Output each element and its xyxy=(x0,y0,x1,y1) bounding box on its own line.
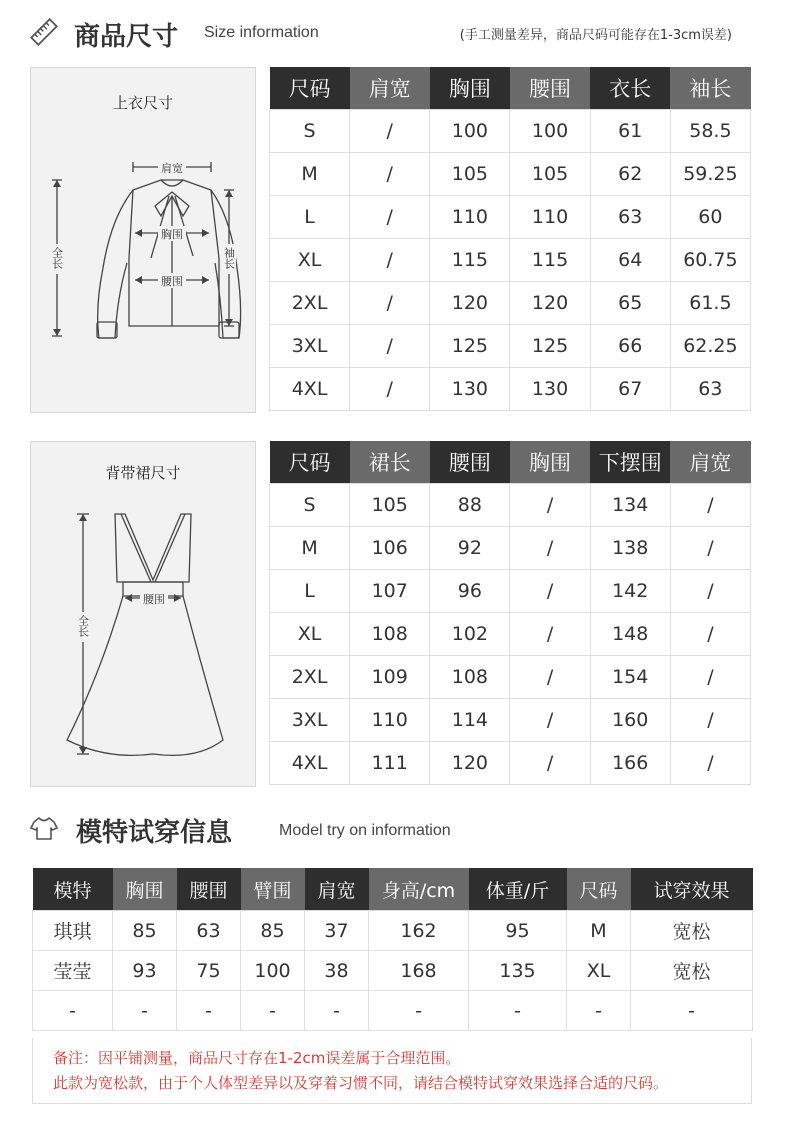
table-cell: 4XL xyxy=(270,368,350,411)
table-cell: / xyxy=(350,282,430,325)
table-header-row xyxy=(33,868,753,911)
section-subtitle: Model try on information xyxy=(279,822,451,839)
table-cell: XL xyxy=(567,951,631,991)
table-cell: 168 xyxy=(369,951,469,991)
table-cell: 105 xyxy=(350,484,430,527)
table-cell: S xyxy=(270,110,350,153)
table-cell: 110 xyxy=(350,699,430,742)
measurement-note: (手工测量差异，商品尺码可能存在1-3cm误差) xyxy=(459,28,732,43)
table-cell: - xyxy=(469,991,567,1031)
size-section-header xyxy=(0,14,790,54)
table-cell: 95 xyxy=(469,911,567,951)
blouse-size-table xyxy=(269,67,751,411)
table-cell: 61 xyxy=(590,110,670,153)
table-cell: 莹莹 xyxy=(33,951,113,991)
table-cell: / xyxy=(510,656,590,699)
col-header: 袖长 xyxy=(670,67,750,110)
table-row xyxy=(270,239,751,282)
table-cell: - xyxy=(177,991,241,1031)
table-cell: 134 xyxy=(590,484,670,527)
blouse-label-chest: 胸围 xyxy=(161,228,183,241)
table-cell: M xyxy=(270,527,350,570)
table-cell: / xyxy=(350,325,430,368)
table-cell: 100 xyxy=(430,110,510,153)
table-cell: 59.25 xyxy=(670,153,750,196)
col-header: 身高/cm xyxy=(369,868,469,911)
table-cell: 109 xyxy=(350,656,430,699)
table-cell: 125 xyxy=(510,325,590,368)
table-cell: 58.5 xyxy=(670,110,750,153)
table-cell: 64 xyxy=(590,239,670,282)
table-cell: 110 xyxy=(510,196,590,239)
table-header-row xyxy=(270,441,751,484)
table-cell: M xyxy=(270,153,350,196)
table-cell: / xyxy=(670,656,750,699)
table-cell: 166 xyxy=(590,742,670,785)
col-header: 腰围 xyxy=(177,868,241,911)
col-header: 体重/斤 xyxy=(469,868,567,911)
col-header: 肩宽 xyxy=(305,868,369,911)
table-cell: - xyxy=(369,991,469,1031)
table-cell: 85 xyxy=(241,911,305,951)
table-cell: 100 xyxy=(241,951,305,991)
col-header: 腰围 xyxy=(510,67,590,110)
table-cell: M xyxy=(567,911,631,951)
dress-illustration xyxy=(31,442,257,788)
table-cell: 142 xyxy=(590,570,670,613)
table-cell: / xyxy=(670,613,750,656)
table-row xyxy=(270,570,751,613)
table-cell: 宽松 xyxy=(631,951,753,991)
table-row xyxy=(270,153,751,196)
table-cell: 120 xyxy=(430,742,510,785)
dress-label-waist: 腰围 xyxy=(143,593,165,606)
table-cell: / xyxy=(670,484,750,527)
table-cell: L xyxy=(270,570,350,613)
table-cell: - xyxy=(113,991,177,1031)
table-cell: / xyxy=(510,570,590,613)
table-cell: 88 xyxy=(430,484,510,527)
table-cell: 96 xyxy=(430,570,510,613)
table-cell: L xyxy=(270,196,350,239)
table-cell: / xyxy=(670,527,750,570)
table-cell: / xyxy=(510,527,590,570)
col-header: 尺码 xyxy=(567,868,631,911)
table-cell: 3XL xyxy=(270,699,350,742)
table-cell: 115 xyxy=(430,239,510,282)
table-cell: S xyxy=(270,484,350,527)
table-cell: - xyxy=(631,991,753,1031)
table-cell: XL xyxy=(270,239,350,282)
table-cell: - xyxy=(567,991,631,1031)
table-cell: 宽松 xyxy=(631,911,753,951)
remark-line-2: 此款为宽松款，由于个人体型差异以及穿着习惯不同，请结合模特试穿效果选择合适的尺码。 xyxy=(53,1074,669,1092)
table-row xyxy=(33,911,753,951)
table-cell: / xyxy=(350,153,430,196)
col-header: 臂围 xyxy=(241,868,305,911)
table-cell: 105 xyxy=(430,153,510,196)
table-cell: / xyxy=(670,742,750,785)
table-cell: 111 xyxy=(350,742,430,785)
table-cell: 62 xyxy=(590,153,670,196)
table-cell: 108 xyxy=(350,613,430,656)
table-cell: 75 xyxy=(177,951,241,991)
table-row xyxy=(270,484,751,527)
table-cell: 120 xyxy=(510,282,590,325)
table-cell: / xyxy=(670,699,750,742)
col-header: 下摆围 xyxy=(590,441,670,484)
table-cell: / xyxy=(350,196,430,239)
remarks-box xyxy=(32,1038,752,1104)
table-cell: 2XL xyxy=(270,656,350,699)
col-header: 肩宽 xyxy=(350,67,430,110)
section-subtitle: Size information xyxy=(204,24,319,41)
table-cell: 62.25 xyxy=(670,325,750,368)
remark-line-1: 备注：因平铺测量，商品尺寸存在1-2cm误差属于合理范围。 xyxy=(53,1049,461,1067)
table-row xyxy=(270,527,751,570)
table-row xyxy=(270,325,751,368)
table-cell: 162 xyxy=(369,911,469,951)
col-header: 试穿效果 xyxy=(631,868,753,911)
table-row xyxy=(270,196,751,239)
table-cell: XL xyxy=(270,613,350,656)
table-cell: 92 xyxy=(430,527,510,570)
table-row xyxy=(270,368,751,411)
dress-diagram-panel xyxy=(30,441,256,787)
col-header: 模特 xyxy=(33,868,113,911)
table-cell: 102 xyxy=(430,613,510,656)
table-cell: 66 xyxy=(590,325,670,368)
table-cell: / xyxy=(510,484,590,527)
table-cell: 154 xyxy=(590,656,670,699)
col-header: 衣长 xyxy=(590,67,670,110)
model-section-header xyxy=(0,810,790,850)
blouse-label-length: 全长 xyxy=(50,247,64,269)
table-cell: 120 xyxy=(430,282,510,325)
blouse-label-sleeve: 袖长 xyxy=(222,247,236,269)
ruler-icon xyxy=(30,18,58,46)
table-row xyxy=(33,951,753,991)
blouse-label-waist: 腰围 xyxy=(161,275,183,288)
table-row xyxy=(270,656,751,699)
col-header: 腰围 xyxy=(430,441,510,484)
table-row xyxy=(33,991,753,1031)
table-header-row xyxy=(270,67,751,110)
dress-panel-title: 背带裙尺寸 xyxy=(105,464,181,482)
section-title: 商品尺寸 xyxy=(74,22,179,52)
table-cell: 38 xyxy=(305,951,369,991)
table-cell: 114 xyxy=(430,699,510,742)
table-cell: 63 xyxy=(177,911,241,951)
blouse-diagram-panel xyxy=(30,67,256,413)
table-cell: 138 xyxy=(590,527,670,570)
table-cell: 60 xyxy=(670,196,750,239)
table-cell: 2XL xyxy=(270,282,350,325)
table-cell: 130 xyxy=(430,368,510,411)
table-cell: 160 xyxy=(590,699,670,742)
table-cell: 115 xyxy=(510,239,590,282)
table-cell: - xyxy=(33,991,113,1031)
table-cell: 63 xyxy=(670,368,750,411)
section-title: 模特试穿信息 xyxy=(76,818,233,848)
table-cell: / xyxy=(350,368,430,411)
col-header: 胸围 xyxy=(430,67,510,110)
tshirt-icon xyxy=(30,814,58,842)
col-header: 肩宽 xyxy=(670,441,750,484)
table-cell: 125 xyxy=(430,325,510,368)
table-cell: 4XL xyxy=(270,742,350,785)
table-cell: / xyxy=(350,239,430,282)
table-cell: 130 xyxy=(510,368,590,411)
dress-size-table xyxy=(269,441,751,785)
table-cell: 107 xyxy=(350,570,430,613)
col-header: 尺码 xyxy=(270,67,350,110)
table-cell: / xyxy=(350,110,430,153)
blouse-panel-title: 上衣尺寸 xyxy=(112,94,173,112)
table-cell: 37 xyxy=(305,911,369,951)
table-cell: / xyxy=(510,742,590,785)
table-cell: - xyxy=(305,991,369,1031)
table-cell: 3XL xyxy=(270,325,350,368)
table-row xyxy=(270,699,751,742)
col-header: 胸围 xyxy=(510,441,590,484)
dress-label-length: 全长 xyxy=(76,615,90,637)
table-cell: 108 xyxy=(430,656,510,699)
col-header: 胸围 xyxy=(113,868,177,911)
table-row xyxy=(270,110,751,153)
table-row xyxy=(270,282,751,325)
table-row xyxy=(270,613,751,656)
table-cell: 85 xyxy=(113,911,177,951)
table-cell: 110 xyxy=(430,196,510,239)
table-cell: 65 xyxy=(590,282,670,325)
table-cell: 63 xyxy=(590,196,670,239)
table-cell: 琪琪 xyxy=(33,911,113,951)
table-cell: 148 xyxy=(590,613,670,656)
table-cell: 106 xyxy=(350,527,430,570)
table-cell: 61.5 xyxy=(670,282,750,325)
table-cell: 60.75 xyxy=(670,239,750,282)
table-cell: - xyxy=(241,991,305,1031)
table-cell: 135 xyxy=(469,951,567,991)
table-cell: / xyxy=(510,699,590,742)
table-cell: 100 xyxy=(510,110,590,153)
blouse-label-shoulder: 肩宽 xyxy=(161,162,183,175)
table-cell: 105 xyxy=(510,153,590,196)
table-row xyxy=(270,742,751,785)
col-header: 尺码 xyxy=(270,441,350,484)
table-cell: / xyxy=(670,570,750,613)
model-fit-table xyxy=(32,868,753,1031)
col-header: 裙长 xyxy=(350,441,430,484)
table-cell: / xyxy=(510,613,590,656)
table-cell: 93 xyxy=(113,951,177,991)
table-cell: 67 xyxy=(590,368,670,411)
blouse-illustration xyxy=(31,68,257,414)
